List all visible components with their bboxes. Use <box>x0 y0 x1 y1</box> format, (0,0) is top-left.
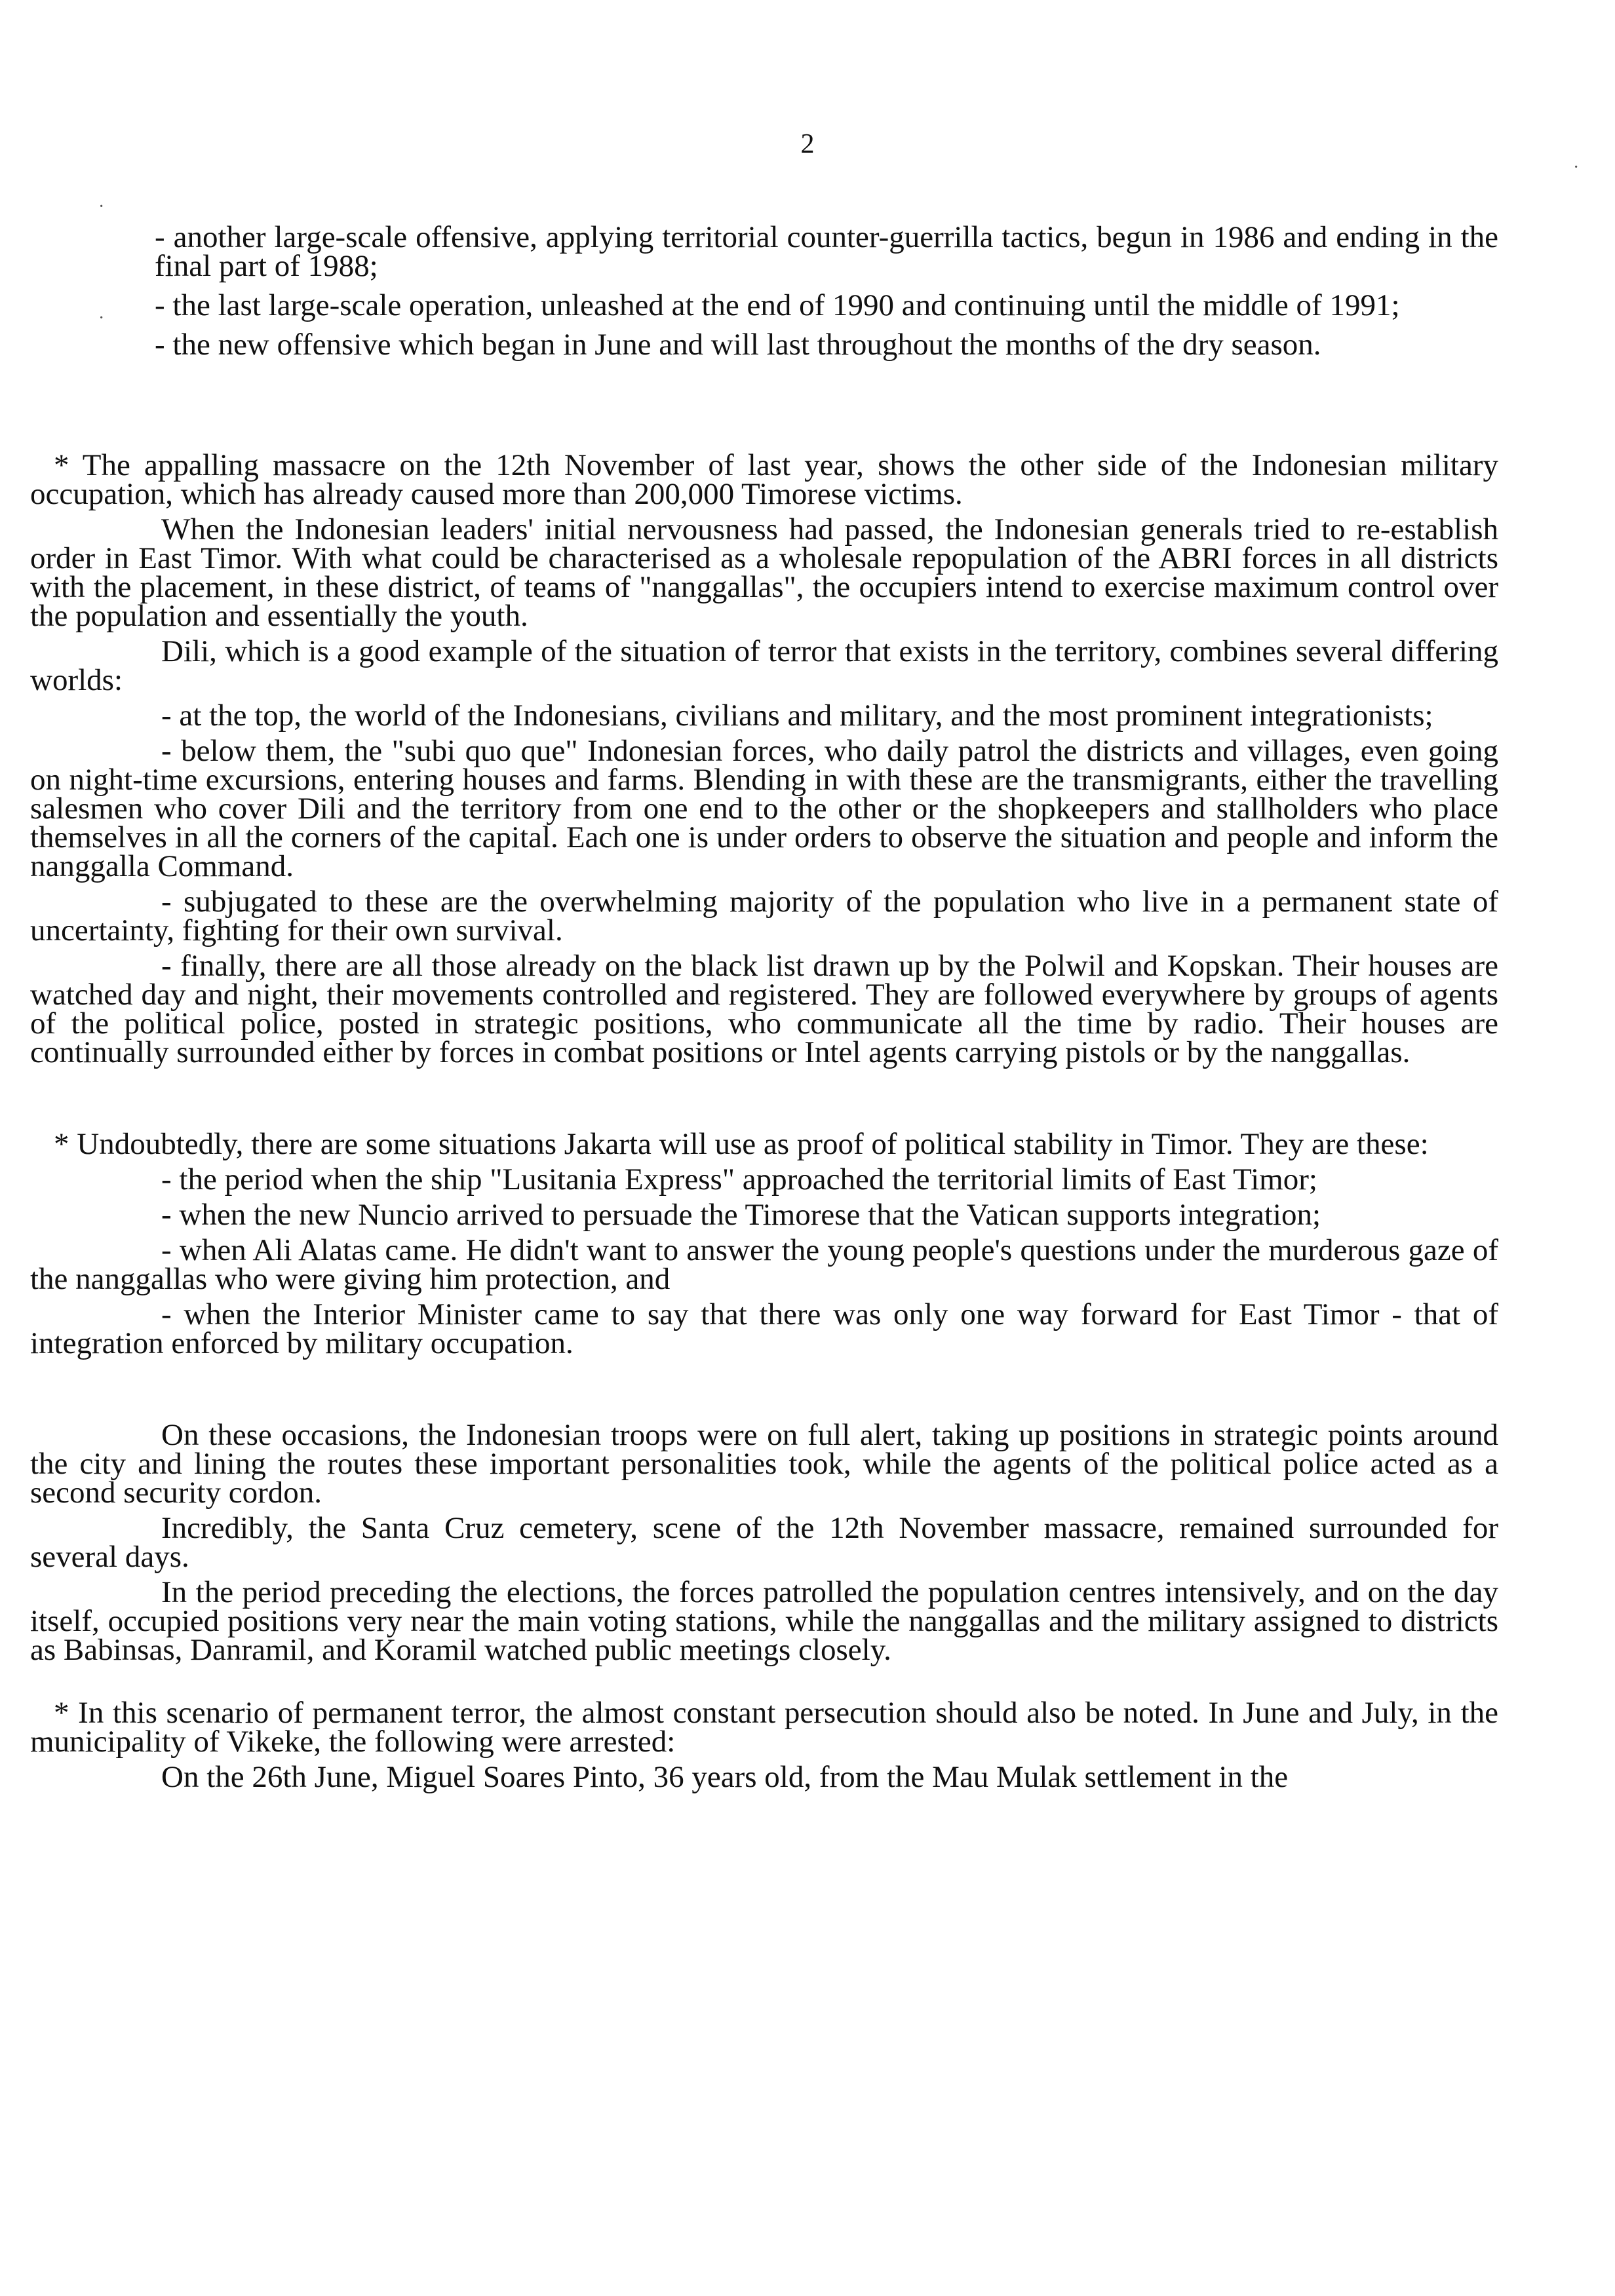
scan-speck: · <box>1573 157 1580 178</box>
paragraph: * The appalling massacre on the 12th November of last year, shows the other side of the Indonesian military occupation, which has already caused more than 200,000 Timorese victims. <box>30 448 1498 511</box>
list-item: - the period when the ship "Lusitania Express" approached the territorial limits of East Timor; <box>161 1162 1317 1196</box>
list-item: - when the Interior Minister came to say that there was only one way forward for East Timor - that of integration enforced by military occupation. <box>30 1297 1498 1360</box>
paragraph: Incredibly, the Santa Cruz cemetery, scene of the 12th November massacre, remained surrounded for several days. <box>30 1511 1498 1574</box>
paragraph: In the period preceding the elections, the forces patrolled the population centres intensively, and on the day itself, occupied positions very near the main voting stations, while the nanggallas and the military assigned to districts as Babinsas, Danramil, and Koramil watched public meetings closely. <box>30 1575 1498 1667</box>
list-item: - the last large-scale operation, unleashed at the end of 1990 and continuing until the middle of 1991; <box>155 288 1400 322</box>
document-body <box>30 220 1498 1794</box>
list-item: - when Ali Alatas came. He didn't want to answer the young people's questions under the murderous gaze of the nanggallas who were giving him protection, and <box>30 1233 1498 1296</box>
list-item: - when the new Nuncio arrived to persuade the Timorese that the Vatican supports integration; <box>161 1198 1321 1232</box>
page-number: 2 <box>800 129 815 159</box>
paragraph: * In this scenario of permanent terror, the almost constant persecution should also be noted. In June and July, in the municipality of Vikeke, the following were arrested: <box>30 1696 1498 1759</box>
paragraph: Dili, which is a good example of the situation of terror that exists in the territory, combines several differing worlds: <box>30 634 1498 697</box>
list-item: - below them, the "subi quo que" Indonesian forces, who daily patrol the districts and villages, even going on night-time excursions, entering houses and farms. Blending in with these are the transmigrants, either the travelling salesmen who cover Dili and the territory from one end to the other or the shopkeepers and stallholders who place themselves in all the corners of the capital. Each one is under orders to observe the situation and people and inform the nanggalla Command. <box>30 734 1498 883</box>
list-item: - subjugated to these are the overwhelming majority of the population who live in a permanent state of uncertainty, fighting for their own survival. <box>30 885 1498 947</box>
paragraph: On the 26th June, Miguel Soares Pinto, 36 years old, from the Mau Mulak settlement in the <box>161 1760 1289 1794</box>
paragraph: * Undoubtedly, there are some situations Jakarta will use as proof of political stability in Timor. They are these: <box>54 1127 1429 1161</box>
paragraph: On these occasions, the Indonesian troops were on full alert, taking up positions in strategic points around the city and lining the routes these important personalities took, while the agents of the political police acted as a second security cordon. <box>30 1418 1498 1510</box>
scan-speck: · <box>98 308 105 328</box>
list-item: - finally, there are all those already on the black list drawn up by the Polwil and Kopskan. Their houses are watched day and night, their movements controlled and registered. They are followed everywhere by groups of agents of the political police, posted in strategic positions, who communicate all the time by radio. Their houses are continually surrounded either by forces in combat positions or Intel agents carrying pistols or by the nanggallas. <box>30 949 1498 1069</box>
scan-speck: · <box>98 197 105 217</box>
list-item: - at the top, the world of the Indonesians, civilians and military, and the most prominent integrationists; <box>161 698 1433 733</box>
paragraph: When the Indonesian leaders' initial nervousness had passed, the Indonesian generals tried to re-establish order in East Timor. With what could be characterised as a wholesale repopulation of the ABRI forces in all districts with the placement, in these district, of teams of "nanggallas", the occupiers intend to exercise maximum control over the population and essentially the youth. <box>30 512 1498 633</box>
list-item: - the new offensive which began in June and will last throughout the months of the dry season. <box>155 328 1321 362</box>
list-item: - another large-scale offensive, applying territorial counter-guerrilla tactics, begun in 1986 and ending in the final part of 1988; <box>155 220 1498 283</box>
